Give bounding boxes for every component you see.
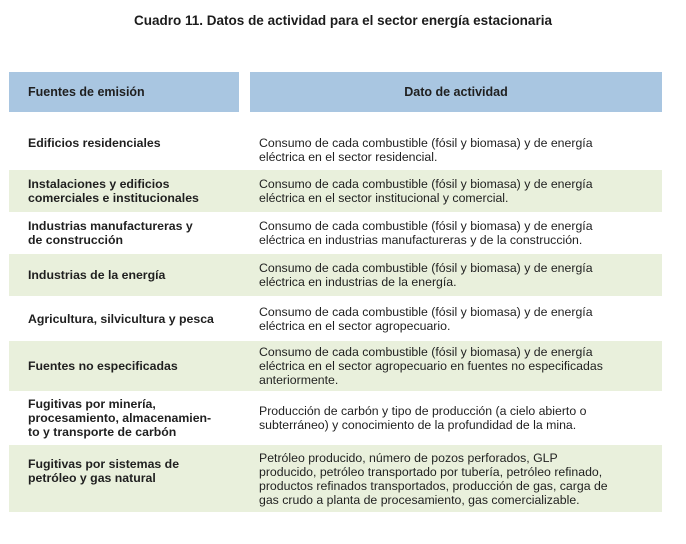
row-activity: Petróleo producido, número de pozos perforados, GLP producido, petróleo transportado por tubería, petróleo refinado, productos refinados transportados, producción de gas, carga de gas crudo a planta de procesamiento, gas comercializable. — [259, 450, 608, 507]
table-row-coal-fugitive — [9, 391, 662, 445]
row-source: Fugitivas por minería, procesamiento, almacenamien- to y transporte de carbón — [28, 397, 212, 439]
row-source: Edificios residenciales — [28, 136, 161, 150]
row-activity: Producción de carbón y tipo de producción (a cielo abierto o subterráneo) y conocimiento de la profundidad de la mina. — [259, 404, 587, 432]
row-source: Fugitivas por sistemas de petróleo y gas natural — [28, 457, 180, 485]
row-activity: Consumo de cada combustible (fósil y biomasa) y de energía eléctrica en el sector agropecuario. — [259, 304, 593, 333]
row-source: Fuentes no especificadas — [28, 359, 178, 373]
table-row-agriculture — [9, 296, 662, 341]
row-source: Instalaciones y edificios comerciales e institucionales — [28, 177, 199, 205]
activity-table — [9, 118, 662, 512]
table-row-oil-gas-fugitive — [9, 445, 662, 512]
table-row-energy-industries — [9, 254, 662, 296]
table-row-unspecified — [9, 341, 662, 391]
header-emission-sources: Fuentes de emisión — [9, 72, 239, 112]
row-activity: Consumo de cada combustible (fósil y biomasa) y de energía eléctrica en el sector institucional y comercial. — [259, 177, 593, 205]
row-activity: Consumo de cada combustible (fósil y biomasa) y de energía eléctrica en industrias manufactureras y de la construcción. — [259, 219, 593, 247]
table-row-manufacturing — [9, 212, 662, 254]
header-activity-data: Dato de actividad — [250, 72, 662, 112]
row-source: Agricultura, silvicultura y pesca — [28, 311, 214, 326]
row-source: Industrias manufactureras y de construcción — [28, 219, 193, 247]
row-activity: Consumo de cada combustible (fósil y biomasa) y de energía eléctrica en el sector residencial. — [259, 136, 593, 164]
row-source: Industrias de la energía — [28, 268, 166, 282]
table-row-commercial — [9, 170, 662, 212]
table-title: Cuadro 11. Datos de actividad para el sector energía estacionaria — [134, 13, 552, 28]
row-activity: Consumo de cada combustible (fósil y biomasa) y de energía eléctrica en industrias de la energía. — [259, 261, 593, 289]
table-row-residential — [9, 118, 662, 170]
row-activity: Consumo de cada combustible (fósil y biomasa) y de energía eléctrica en el sector agropecuario en fuentes no especificadas anteriormente. — [259, 345, 603, 387]
